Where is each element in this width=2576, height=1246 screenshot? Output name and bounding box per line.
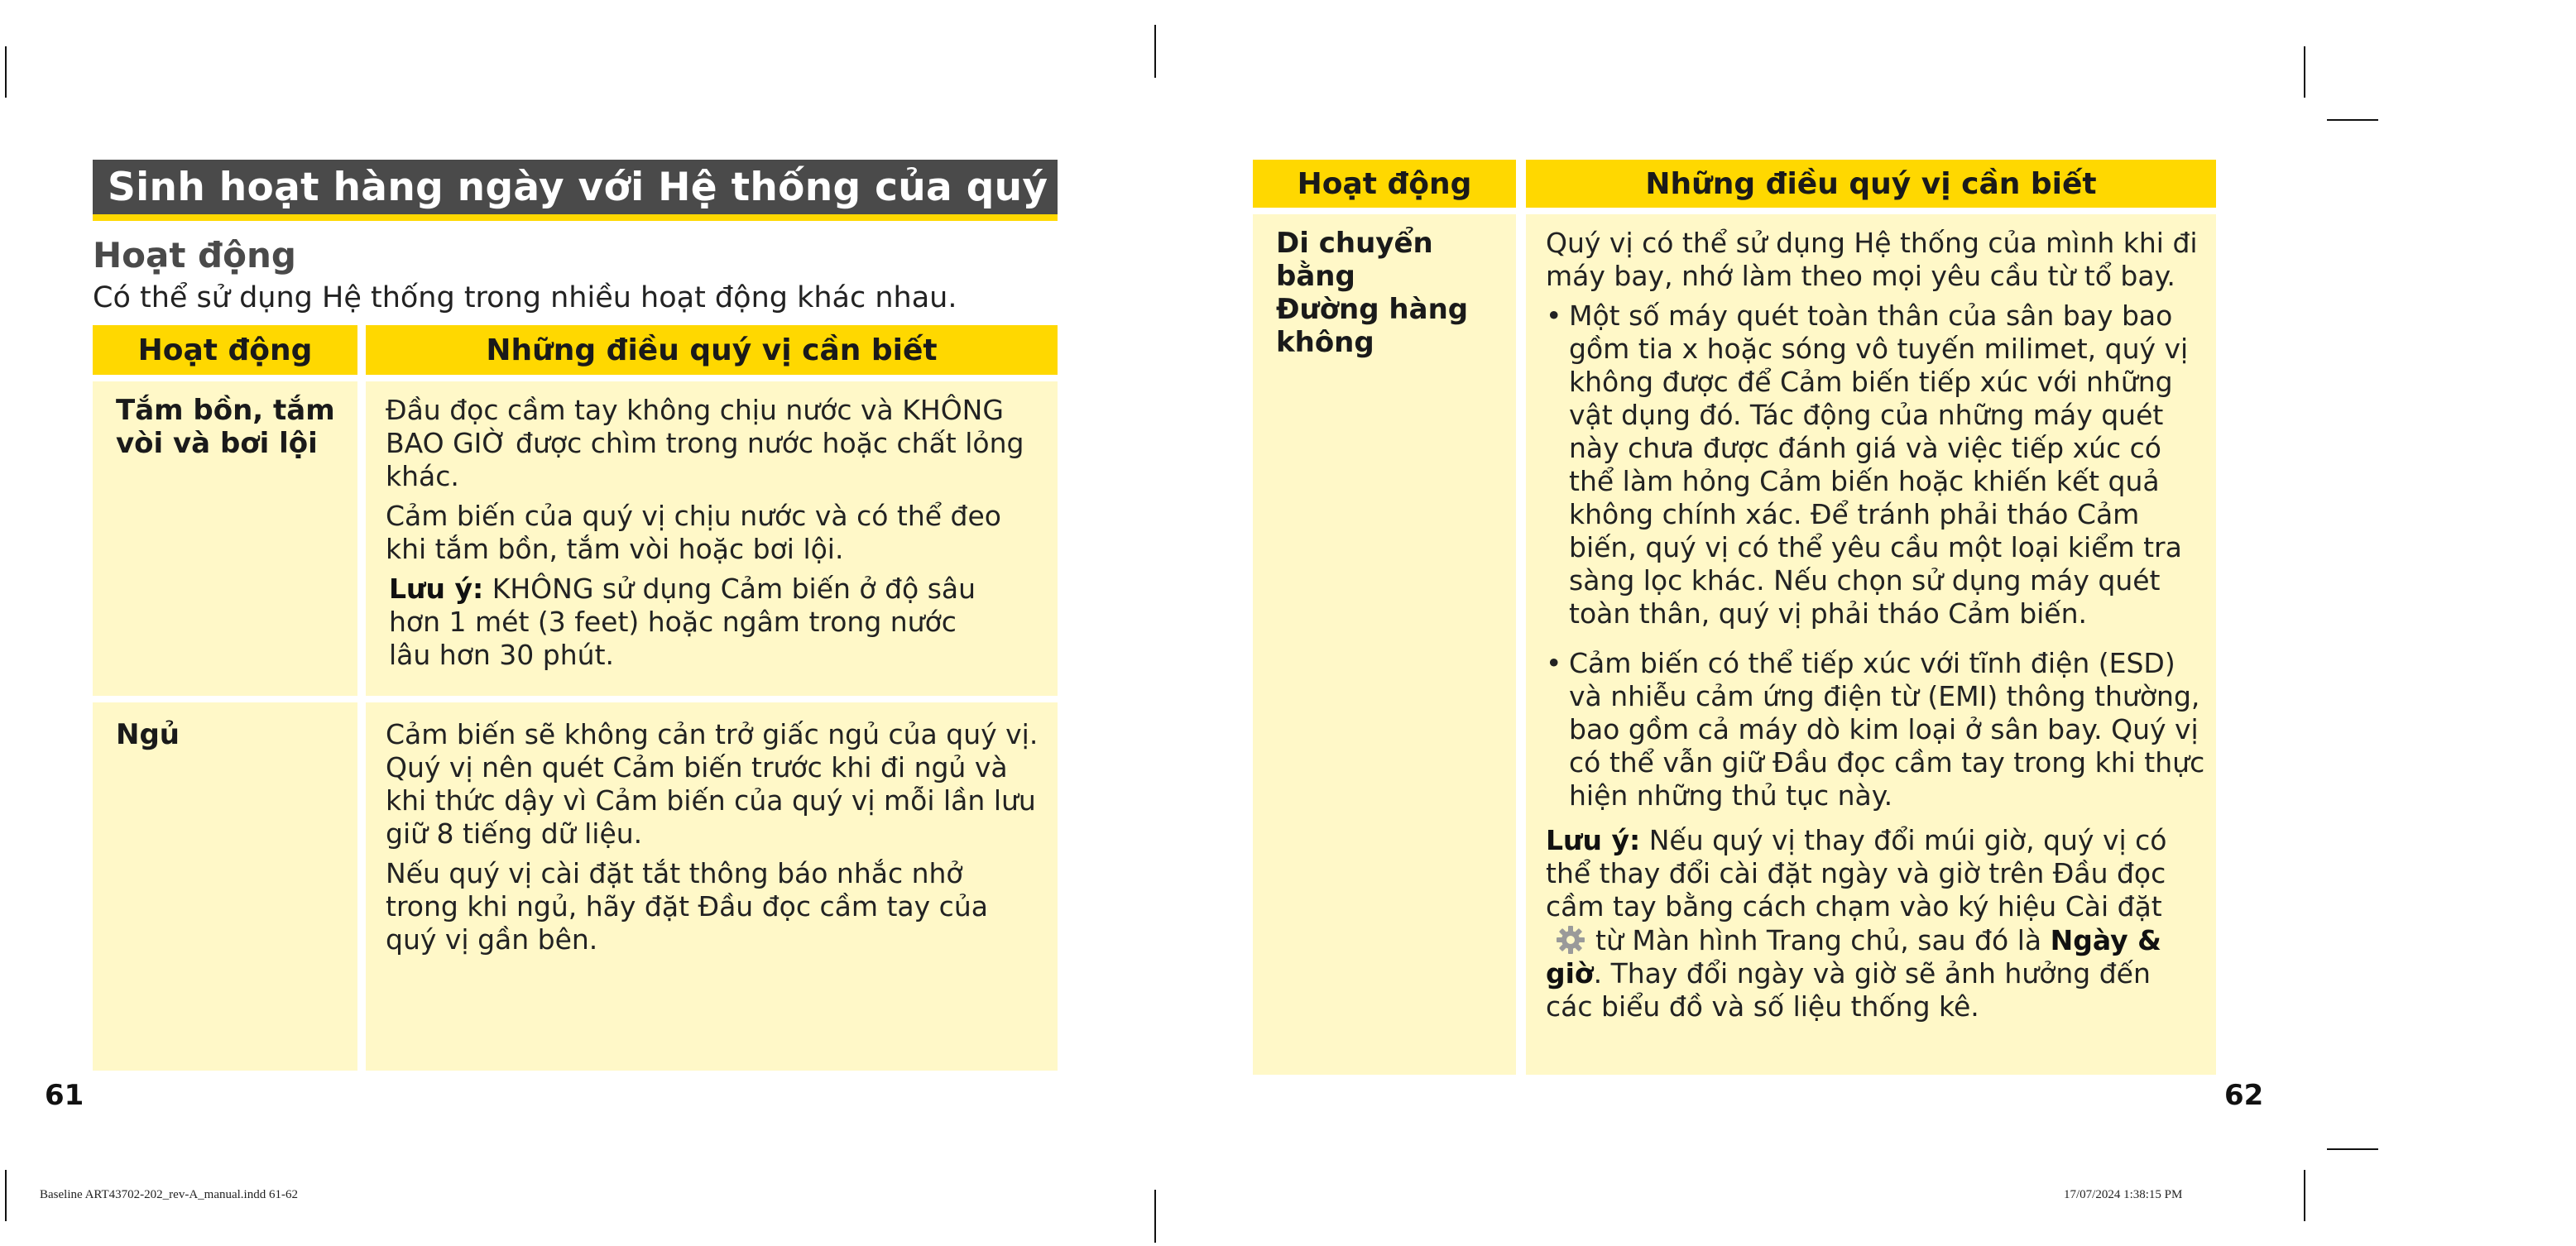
crop-mark [2304, 1170, 2305, 1221]
list-item: • Cảm biến có thể tiếp xúc với tĩnh điện (ESD) và nhiễu cảm ứng điện từ (EMI) thông thường, bao gồm cả máy dò kim loại ở sân bay. Quý vị có thể vẫn giữ Đầu đọc cầm tay trong khi thực hiện những thủ tục này. [1546, 647, 2214, 812]
page-banner [93, 160, 1101, 221]
crop-mark [1154, 1190, 1156, 1243]
banner-title: Sinh hoạt hàng ngày với Hệ thống của quý vị [108, 165, 1101, 210]
crop-mark [2304, 46, 2305, 98]
column-header-know: Những điều quý vị cần biết [1526, 160, 2216, 208]
section-title: Hoạt động [93, 235, 296, 276]
note-paragraph: Lưu ý: KHÔNG sử dụng Cảm biến ở độ sâu hơn 1 mét (3 feet) hoặc ngâm trong nước lâu hơn 30 phút. [389, 573, 976, 671]
activity-label-bathing: Tắm bồn, tắm vòi và bơi lội [116, 394, 335, 460]
crop-mark [2327, 119, 2378, 121]
footer-file-info: Baseline ART43702-202_rev-A_manual.indd 61-62 [40, 1188, 298, 1201]
table-cell-activity [93, 702, 357, 1071]
footer-timestamp: 17/07/2024 1:38:15 PM [2064, 1188, 2183, 1201]
list-item: • Một số máy quét toàn thân của sân bay bao gồm tia x hoặc sóng vô tuyến milimet, quý vị không được để Cảm biến tiếp xúc với những vật dụng đó. Tác động của những máy quét này chưa được đánh giá và việc tiếp xúc có thể làm hỏng Cảm biến hoặc khiến kết quả không chính xác. Để tránh phải tháo Cảm biến, quý vị có thể yêu cầu một loại kiểm tra sàng lọc khác. Nếu chọn sử dụng máy quét toàn thân, quý vị phải tháo Cảm biến. [1546, 300, 2198, 630]
crop-mark [2327, 1148, 2378, 1150]
bullet-list [1546, 300, 2214, 829]
info-paragraph: Nếu quý vị cài đặt tắt thông báo nhắc nhở trong khi ngủ, hãy đặt Đầu đọc cầm tay của quý vị gần bên. [386, 857, 988, 956]
gear-icon [1554, 923, 1587, 956]
activity-label-sleep: Ngủ [116, 718, 180, 751]
info-paragraph: Cảm biến của quý vị chịu nước và có thể đeo khi tắm bồn, tắm vòi hoặc bơi lội. [386, 500, 1001, 565]
info-paragraph: Quý vị có thể sử dụng Hệ thống của mình khi đi máy bay, nhớ làm theo mọi yêu cầu từ tổ bay. [1546, 227, 2198, 292]
note-paragraph: Lưu ý: Nếu quý vị thay đổi múi giờ, quý vị có thể thay đổi cài đặt ngày và giờ trên Đầu đọc cầm tay bằng cách chạm vào ký hiệu Cài đặttừ Màn hình Trang chủ, sau đó là Ngày & giờ. Thay đổi ngày và giờ sẽ ảnh hưởng đến các biểu đồ và số liệu thống kê. [1546, 824, 2167, 1023]
column-header-activity: Hoạt động [93, 325, 357, 375]
crop-mark [5, 1170, 7, 1221]
crop-mark [5, 46, 7, 98]
section-subtitle: Có thể sử dụng Hệ thống trong nhiều hoạt động khác nhau. [93, 281, 957, 314]
crop-mark [1154, 25, 1156, 78]
info-paragraph: Cảm biến sẽ không cản trở giấc ngủ của quý vị. Quý vị nên quét Cảm biến trước khi đi ngủ và khi thức dậy vì Cảm biến của quý vị mỗi lần lưu giữ 8 tiếng dữ liệu. [386, 718, 1039, 850]
activity-label-air-travel: Di chuyển bằng Đường hàng không [1276, 227, 1469, 359]
column-header-know: Những điều quý vị cần biết [366, 325, 1058, 375]
page-number: 62 [2224, 1079, 2264, 1112]
page-number: 61 [45, 1079, 84, 1112]
info-paragraph: Đầu đọc cầm tay không chịu nước và KHÔNG BAO GIỜ được chìm trong nước hoặc chất lỏng khác. [386, 394, 1024, 492]
column-header-activity: Hoạt động [1253, 160, 1516, 208]
